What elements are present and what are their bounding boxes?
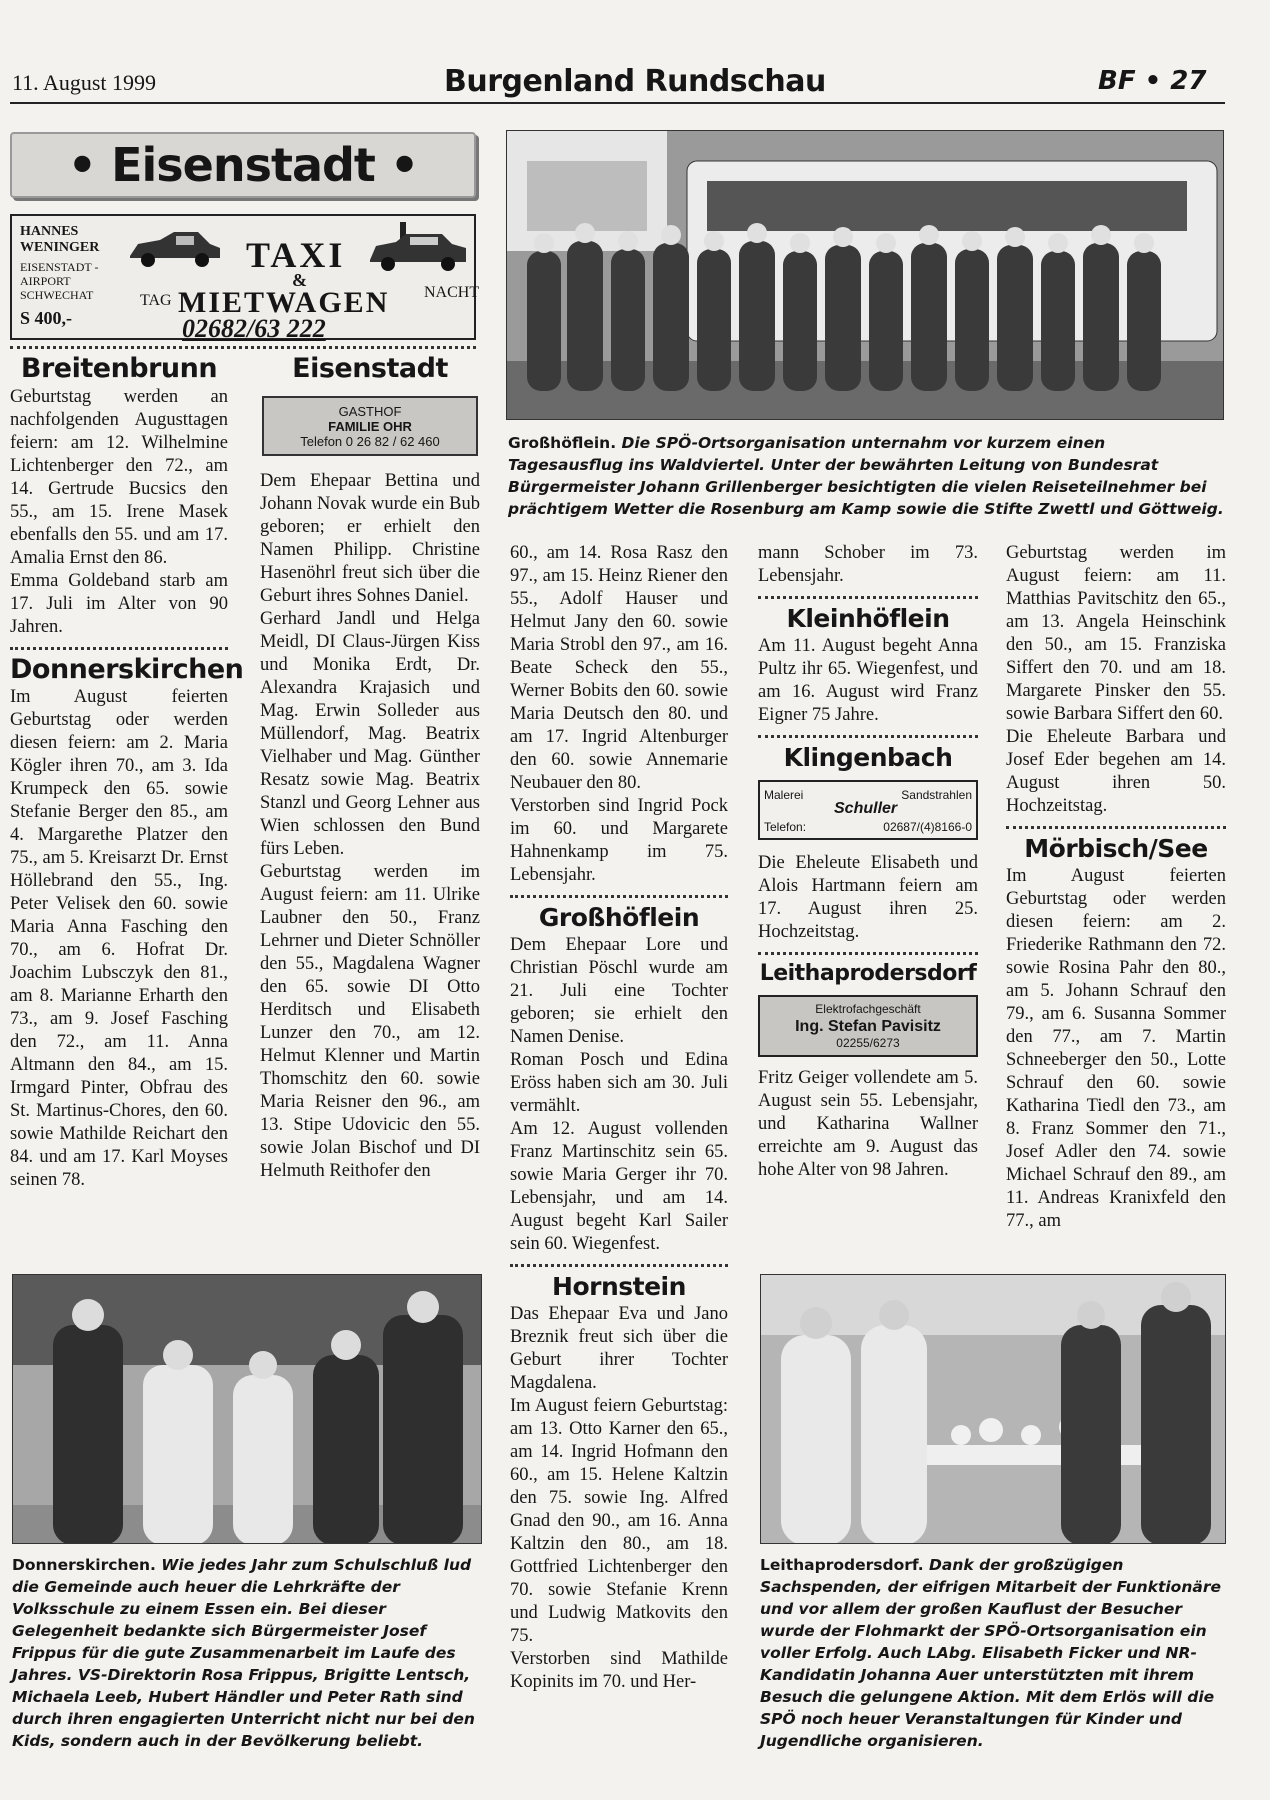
rental-car-label: MIETWAGEN bbox=[178, 286, 390, 319]
caption-text: Wie jedes Jahr zum Schulschluß lud die Gemeinde auch heuer die Lehrkräfte der Volksschule zu einem Essen ein. Bei dieser Gelegenheit bedankte sich Bürgermeister Josef Frippus für die gute Zusammenarbeit im Laufe des Jahres. VS-Direktorin Rosa Frippus, Brigitte Lentsch, Michaela Leeb, Hubert Händler und Peter Rath sind durch ihren engagierten Unterricht nicht nur bei den Kids, sondern auch in der Bevölkerung beliebt. bbox=[12, 1556, 475, 1750]
heading-klingenbach: Klingenbach bbox=[783, 743, 953, 772]
paragraph: Die Eheleute Barbara und Josef Eder begehen am 14. August ihren 50. Hochzeitstag. bbox=[1006, 727, 1226, 816]
column-4 bbox=[758, 542, 978, 1182]
newspaper-title: Burgenland Rundschau bbox=[444, 64, 826, 99]
paragraph: Verstorben sind Ingrid Pock im 60. und Margarete Hahnenkamp im 75. Lebensjahr. bbox=[510, 796, 728, 885]
taxi-night-label: NACHT bbox=[424, 284, 480, 301]
divider bbox=[10, 647, 228, 650]
paragraph: Geburtstag werden im August feiern: am 11. Ulrike Laubner den 50., Franz Lehrner und Dieter Schnöller den 55., Magdalena Wagner den 65. sowie DI Otto Herditsch und Elisabeth Lunzer den 70., am 12. Helmut Klenner und Martin Thomschitz den 60. sowie Maria Reisner den 96., am 13. Stipe Udovicic den 55. sowie Jolan Bischof und DI Helmuth Reithofer den bbox=[260, 862, 480, 1181]
ad-line: 02255/6273 bbox=[836, 1036, 900, 1050]
heading-eisenstadt: Eisenstadt bbox=[292, 353, 448, 384]
heading-donnerskirchen: Donnerskirchen bbox=[10, 654, 244, 685]
taxi-price: S 400,- bbox=[20, 308, 73, 328]
paragraph: Gerhard Jandl und Helga Meidl, DI Claus-Jürgen Kiss und Monika Erdt, Dr. Alexandra Krajasich und Mag. Erwin Solleder aus Müllendorf, Mag. Beatrix Vielhaber und Mag. Günther Resatz sowie Mag. Beatrix Stanzl und Georg Lehner aus Wien schlossen den Bund fürs Leben. bbox=[260, 609, 480, 859]
issue-date: 11. August 1999 bbox=[12, 70, 157, 95]
heading-leithaprodersdorf: Leithaprodersdorf bbox=[759, 961, 977, 986]
paragraph: Im August feiern Geburtstag: am 13. Otto Karner den 65., am 14. Ingrid Hofmann den 60., am 15. Helene Kaltzin den 75. sowie Ing. Alfred Gnad den 90., am 16. Anna Kaltzin den 80., am 18. Gottfried Lichtenberger den 70. sowie Stefanie Krenn und Ludwig Matkovits den 75. bbox=[510, 1396, 728, 1646]
divider bbox=[758, 952, 978, 955]
taxi-phone: 02682/63 222 bbox=[182, 314, 326, 343]
group-photo-image bbox=[507, 131, 1224, 420]
caption-text: Dank der großzügigen Sachspenden, der eifrigen Mitarbeit der Funktionäre und vor allem der großen Kauflust der Besucher wurde der Flohmarkt der SPÖ-Ortsorganisation ein voller Erfolg. Auch LAbg. Elisabeth Ficker und NR-Kandidatin Johanna Auer unterstützten mit ihrem Besuch die gelungene Aktion. Mit dem Erlös will die SPÖ noch heuer Veranstaltungen für Kinder und Jugendliche organisieren. bbox=[760, 1556, 1221, 1750]
paragraph: Geburtstag werden im August feiern: am 11. Matthias Pavitschitz den 65., am 13. Angela Heinschink den 50., am 15. Franziska Siffert den 70. und am 18. Margarete Pinsker den 55. sowie Barbara Siffert den 60. bbox=[1006, 543, 1226, 724]
paragraph: Dem Ehepaar Lore und Christian Pöschl wurde am 21. Juli eine Tochter geboren; sie erhielt den Namen Denise. bbox=[510, 935, 728, 1047]
column-2 bbox=[258, 352, 482, 386]
header-rule bbox=[10, 102, 1225, 104]
section-banner-title: • Eisenstadt • bbox=[67, 138, 419, 192]
heading-moerbisch: Mörbisch/See bbox=[1024, 834, 1208, 863]
paragraph: Geburtstag werden an nachfolgenden Augusttagen feiern: am 12. Wilhelmine Lichtenberger den 72., am 14. Gertrude Bucsics den 55., am 15. Irene Masek ebenfalls den 55. und am 17. Amalia Ernst den 86. bbox=[10, 387, 228, 568]
paragraph: Am 12. August vollenden Franz Martinschitz sein 65. sowie Maria Gerger ihr 70. Lebensjahr, und am 14. August begeht Karl Sailer sein 60. Wiegenfest. bbox=[510, 1119, 728, 1254]
ad-line: Elektrofachgeschäft bbox=[815, 1002, 921, 1016]
heading-grosshoeflein: Großhöflein bbox=[538, 903, 700, 932]
paragraph: 60., am 14. Rosa Rasz den 97., am 15. Heinz Riener den 55., Adolf Hauser und Helmut Jany den 60. sowie Maria Strobl den 97., am 16. Beate Scheck den 55., Werner Bobits den 60. sowie Maria Deutsch den 80. und am 17. Ingrid Altenburger den 60. sowie Annemarie Neubauer den 80. bbox=[510, 543, 728, 793]
bottom-left-caption bbox=[12, 1554, 484, 1752]
schuller-advertisement bbox=[758, 780, 978, 840]
divider bbox=[1006, 826, 1226, 829]
group-photo-bus bbox=[506, 130, 1224, 420]
ad-line: Ing. Stefan Pavisitz bbox=[795, 1018, 941, 1035]
teachers-photo-image bbox=[13, 1275, 482, 1544]
column-2-body bbox=[260, 470, 480, 1183]
paragraph: Dem Ehepaar Bettina und Johann Novak wurde ein Bub geboren; er erhielt den Namen Philipp. Christine Hasenöhrl freut sich über die Geburt ihres Sohnes Daniel. bbox=[260, 471, 480, 606]
column-3 bbox=[510, 542, 728, 1694]
ad-tel-label: Telefon: bbox=[764, 820, 807, 834]
paragraph: Das Ehepaar Eva und Jano Breznik freut sich über die Geburt ihrer Tochter Magdalena. bbox=[510, 1304, 728, 1393]
heading-hornstein: Hornstein bbox=[552, 1272, 686, 1301]
caption-lead: Großhöflein. bbox=[508, 434, 617, 452]
divider bbox=[510, 1264, 728, 1267]
ad-line: FAMILIE OHR bbox=[328, 419, 412, 434]
taxi-ampersand: & bbox=[292, 270, 307, 290]
top-photo-caption bbox=[508, 432, 1224, 520]
taxi-advertisement bbox=[10, 214, 480, 343]
flea-market-photo bbox=[760, 1274, 1226, 1544]
section-banner bbox=[10, 132, 476, 198]
gasthof-advertisement bbox=[262, 396, 478, 456]
car-icon bbox=[124, 226, 224, 268]
column-1 bbox=[10, 352, 244, 1192]
paragraph: Im August feierten Geburtstag oder werden diesen feiern: am 2. Maria Kögler ihren 70., am 3. Ida Krumpeck den 65. sowie Stefanie Berger den 85., am 4. Margarethe Platzer den 75., am 5. Kreisarzt Dr. Ernst Höllebrand den 55., Ing. Peter Velisek den 60. sowie Maria Anna Fasching den 70., am 6. Hofrat Dr. Joachim Lubsczyk den 81., am 8. Marianne Erharth den 73., am 9. Josef Fasching den 72., am 11. Anna Altmann den 84., am 15. Irmgard Pinter, Obfrau des St. Martinus-Chores, den 60. sowie Mathilde Reichart den 84. und am 17. Karl Moyses seinen 78. bbox=[10, 687, 228, 1190]
ad-brand: Schuller bbox=[834, 800, 898, 817]
ad-tel: 02687/(4)8166-0 bbox=[883, 820, 972, 834]
divider bbox=[758, 596, 978, 599]
ad-line: GASTHOF bbox=[338, 404, 402, 419]
ad-line: Telefon 0 26 82 / 62 460 bbox=[300, 434, 440, 449]
flea-market-photo-image bbox=[761, 1275, 1226, 1544]
caption-lead: Leithaprodersdorf. bbox=[760, 1556, 924, 1574]
heading-breitenbrunn: Breitenbrunn bbox=[20, 353, 218, 384]
limousine-icon bbox=[366, 220, 470, 272]
paragraph: Am 11. August begeht Anna Pultz ihr 65. Wiegenfest, und am 16. August wird Franz Eigner 75 Jahre. bbox=[758, 636, 978, 725]
page-number: BF • 27 bbox=[1098, 66, 1207, 96]
paragraph: Verstorben sind Mathilde Kopinits im 70. und Her- bbox=[510, 1649, 728, 1692]
paragraph: Emma Goldeband starb am 17. Juli im Alter von 90 Jahren. bbox=[10, 571, 228, 637]
divider bbox=[758, 735, 978, 738]
caption-text: Die SPÖ-Ortsorganisation unternahm vor kurzem einen Tagesausflug ins Waldviertel. Unter der bewährten Leitung von Bundesrat Bürgermeister Johann Grillenberger besichtigten die vielen Reiseteilnehmer bei prächtigem Wetter die Rosenburg am Kamp sowie die Stifte Zwettl und Göttweig. bbox=[508, 434, 1224, 518]
taxi-label: TAXI bbox=[246, 235, 346, 275]
pavisitz-advertisement bbox=[758, 995, 978, 1057]
heading-kleinhoeflein: Kleinhöflein bbox=[786, 604, 950, 633]
paragraph: Im August feierten Geburtstag oder werden diesen feiern: am 2. Friederike Rathmann den 72. sowie Rosina Pahr den 80., am 5. Johann Schrauf den 79., am 6. Susanna Sommer den 77., am 7. Martin Schneeberger den 50., Lotte Schrauf den 60. sowie Katharina Tiedl den 73., am 8. Franz Sommer den 71., Josef Adler den 74. sowie Michael Schrauf den 89., am 11. Andreas Kranixfeld den 77., am bbox=[1006, 866, 1226, 1231]
taxi-owner-name: HANNES WENINGER bbox=[20, 224, 100, 255]
paragraph: Fritz Geiger vollendete am 5. August sein 55. Lebensjahr, und Katharina Wallner erreichte am 9. August das hohe Alter von 98 Jahren. bbox=[758, 1068, 978, 1180]
bottom-right-caption bbox=[760, 1554, 1226, 1752]
caption-lead: Donnerskirchen. bbox=[12, 1556, 156, 1574]
ad-right: Sandstrahlen bbox=[901, 788, 972, 802]
paragraph: Die Eheleute Elisabeth und Alois Hartmann feiern am 17. August ihren 25. Hochzeitstag. bbox=[758, 853, 978, 942]
divider bbox=[10, 346, 476, 349]
paragraph: mann Schober im 73. Lebensjahr. bbox=[758, 543, 978, 586]
taxi-route: EISENSTADT - AIRPORT SCHWECHAT bbox=[20, 260, 99, 302]
ad-left: Malerei bbox=[764, 788, 804, 802]
divider bbox=[510, 895, 728, 898]
paragraph: Roman Posch und Edina Eröss haben sich am 30. Juli vermählt. bbox=[510, 1050, 728, 1116]
teachers-photo bbox=[12, 1274, 482, 1544]
taxi-day-label: TAG bbox=[140, 292, 172, 309]
column-5 bbox=[1006, 542, 1226, 1233]
